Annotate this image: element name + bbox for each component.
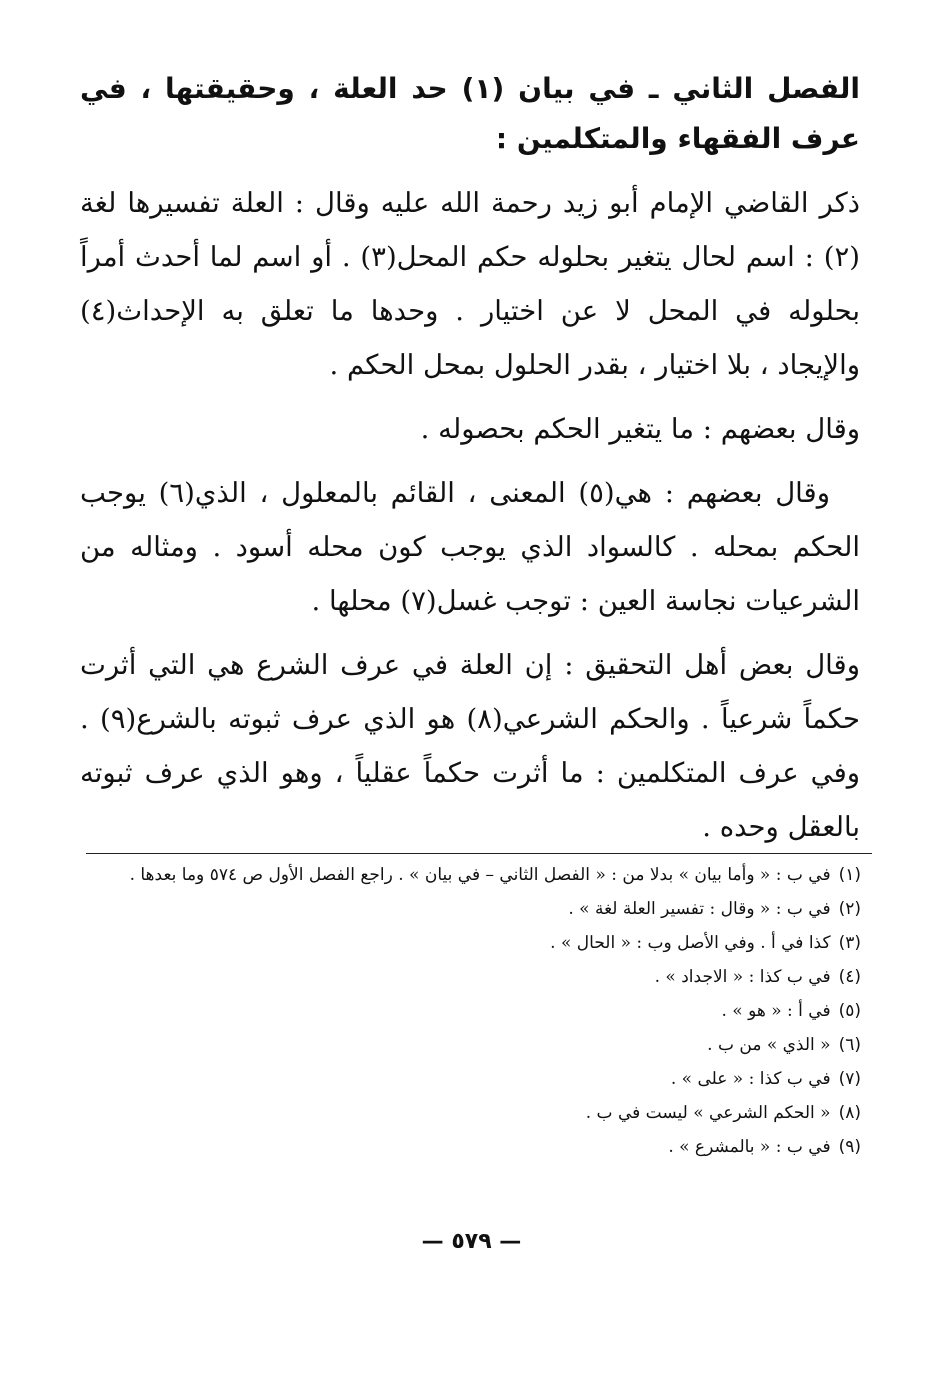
footnote-text: في ب : « بالمشرع » . [668,1137,831,1157]
footnote-number: (٩) [838,1137,861,1157]
footnote-number: (١) [838,865,861,885]
paragraph-1: ذكر القاضي الإمام أبو زيد رحمة الله عليه وقال : العلة تفسيرها لغة (٢) : اسم لحال يتغير بحلوله حكم المحل(٣) . أو اسم لما أحدث أمراً بحلوله في المحل لا عن اختيار . وحدها ما تعلق به الإحداث(٤) والإيجاد ، بلا اختيار ، بقدر الحلول بمحل الحكم . [80,187,860,381]
footnote-text: « الذي » من ب . [707,1035,831,1055]
paragraph-4: وقال بعض أهل التحقيق : إن العلة في عرف الشرع هي التي أثرت حكماً شرعياً . والحكم الشرعي(٨) هو الذي عرف ثبوته بالشرع(٩) . وفي عرف المتكلمين : ما أثرت حكماً عقلياً ، وهو الذي عرف ثبوته بالعقل وحده . [80,649,860,843]
footnote-text: في ب كذا : « الاجداد » . [654,967,831,987]
footnote-number: (٥) [838,1001,861,1021]
footnote-item [81,926,861,960]
footnote-item [81,994,861,1028]
footnote-text: كذا في أ . وفي الأصل وب : « الحال » . [550,933,831,953]
paragraph-3: وقال بعضهم : هي(٥) المعنى ، القائم بالمعلول ، الذي(٦) يوجب الحكم بمحله . كالسواد الذي يوجب كون محله أسود . ومثاله من الشرعيات نجاسة العين : توجب غسل(٧) محلها . [80,477,860,617]
footnote-number: (٦) [838,1035,861,1055]
footnote-number: (٧) [838,1069,861,1089]
footnote-item [81,892,861,926]
footnote-number: (٨) [838,1103,861,1123]
footnote-item [81,960,861,994]
page-number: — ٥٧٩ — [421,1229,522,1254]
footnote-text: في ب كذا : « على » . [670,1069,831,1089]
footnote-text: في ب : « وقال : تفسير العلة لغة » . [568,899,831,919]
main-text [80,64,860,864]
footnotes-list [81,858,861,1164]
footnote-divider [86,853,872,854]
footnote-number: (٣) [838,933,861,953]
footnote-number: (٢) [838,899,861,919]
footnote-item [81,1130,861,1164]
paragraph-2: وقال بعضهم : ما يتغير الحكم بحصوله . [420,413,860,445]
footnote-item [81,1062,861,1096]
footnote-item [81,1028,861,1062]
footnote-text: في ب : « وأما بيان » بدلا من : « الفصل الثاني – في بيان » . راجع الفصل الأول ص ٥٧٤ وما بعدها . [129,865,831,885]
footnote-item [81,1096,861,1130]
footnote-text: « الحكم الشرعي » ليست في ب . [585,1103,831,1123]
chapter-heading: الفصل الثاني ـ في بيان (١) حد العلة ، وحقيقتها ، في عرف الفقهاء والمتكلمين : [80,72,860,155]
footnote-item [81,858,861,892]
footnote-text: في أ : « هو » . [721,1001,831,1021]
footnote-number: (٤) [838,967,861,987]
